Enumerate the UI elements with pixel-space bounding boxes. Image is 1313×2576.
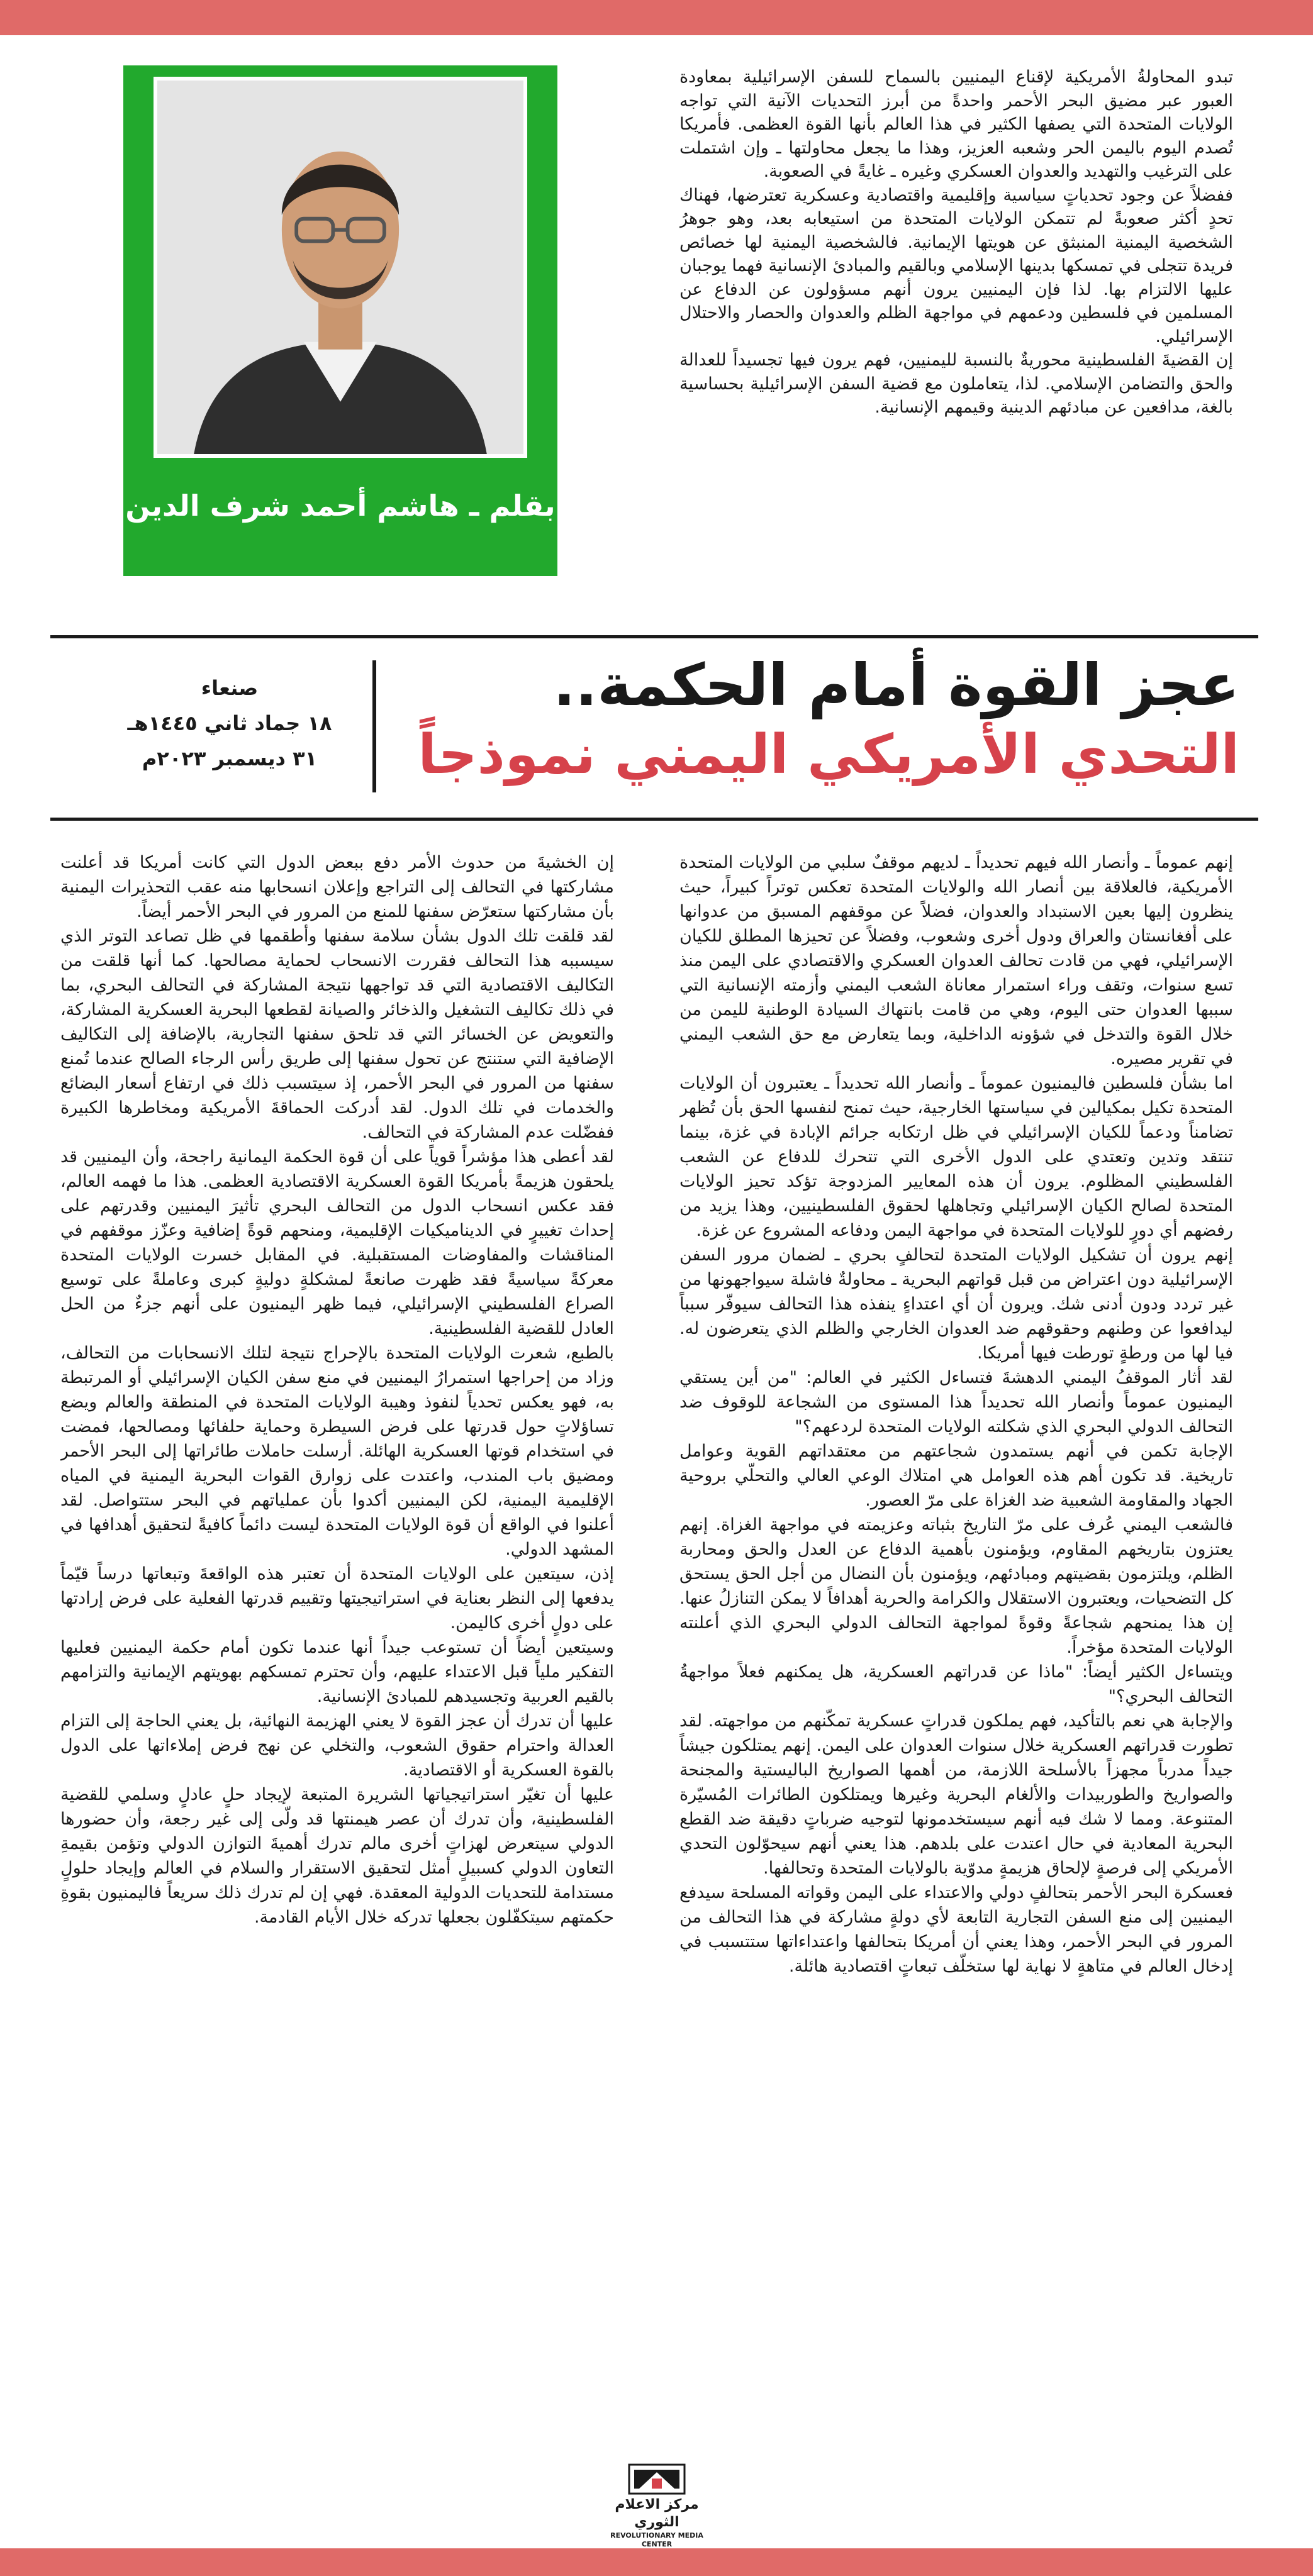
title-divider (372, 660, 376, 792)
article-paragraph: لقد أعطى هذا مؤشراً قوياً على أن قوة الحكمة اليمانية راجحة، وأن اليمنيين قد يلحقون هزيمةً بأمريكا القوة العسكرية الاقتصادية العظمى. هذا ما فهمه العالم، فقد عكس انسحاب الدول من التحالف البحري تأثيرَ اليمنيين وقدرتهم على إحداث تغييرٍ في الديناميكيات الإقليمية، ومنحهم قوةً إضافية وعزّز موقفهم في المناقشات والمفاوضات المستقبلية. في المقابل خسرت الولايات المتحدة معركةً سياسيةً فقد ظهرت صانعةً لمشكلةٍ دوليةٍ كبرى وعاملةً على توسيع الصراع الفلسطيني الإسرائيلي، فيما ظهر اليمنيون على أنهم جزءٌ من الحل العادل للقضية الفلسطينية. (60, 1147, 614, 1338)
article-paragraph: لقد أثار الموقفُ اليمني الدهشةَ فتساءل الكثير في العالم: "من أين يستقي اليمنيون عموماً وأنصار الله تحديداً هذا المستوى من الشجاعة للوقوف ضد التحالف الدولي البحري الذي شكلته الولايات المتحدة لردعهم؟" (679, 1368, 1233, 1436)
bottom-color-band (0, 2548, 1313, 2576)
top-color-band (0, 0, 1313, 35)
author-byline: بقلم ـ هاشم أحمد شرف الدين (125, 489, 556, 523)
article-paragraph: عليها أن تغيّر استراتيجياتها الشريرة المتبعة لإيجاد حلٍ عادلٍ وسلمي للقضية الفلسطينية، وأن تدرك أن عصر هيمنتها قد ولّى إلى غير رجعة، وأن حضورها الدولي سيتعرض لهزاتٍ أخرى مالم تدرك أهميةَ التوازن الدولي وتؤمن بقيمةِ التعاون الدولي كسبيلٍ أمثل لتحقيق الاستقرار والسلام في العالم وإيجاد حلولٍ مستدامة للتحديات الدولية المعقدة. فهي إن لم تدرك ذلك سريعاً فاليمنيون بقوةِ حكمتهم سيتكفّلون بجعلها تدركه خلال الأيام القادمة. (60, 1785, 614, 1927)
logo-english-line1: REVOLUTIONARY MEDIA (610, 2531, 703, 2540)
logo-arabic-name: مركز الاعلام الثوري (615, 2497, 699, 2530)
article-paragraph: إنهم يرون أن تشكيل الولايات المتحدة لتحالفٍ بحري ـ لضمان مرور السفن الإسرائيلية دون اعتراض من قبل قواتهم البحرية ـ محاولةٌ فاشلة سيواجهونها من غير تردد ودون أدنى شك. ويرون أن أي اعتداءٍ ينفذه هذا التحالف سيوفّر سبباً ليدافعوا عن وطنهم وحقوقهم ضد العدوان الخارجي والظلم الذي يتعرضون له. فيا لها من ورطةٍ تورطت فيها أمريكا. (679, 1245, 1233, 1363)
article-paragraph: عليها أن تدرك أن عجز القوة لا يعني الهزيمة النهائية، بل يعني الحاجة إلى التزام العدالة واحترام حقوق الشعوب، والتخلي عن نهج فرض إملاءاتها على الدول بالقوة العسكرية أو الاقتصادية. (60, 1711, 614, 1780)
article-column-left (60, 850, 614, 2460)
article-paragraph: اما بشأن فلسطين فاليمنيون عموماً ـ وأنصار الله تحديداً ـ يعتبرون أن الولايات المتحدة تكيل بمكيالين في سياستها الخارجية، حيث تمنح لنفسها الحق بأن تُظهر تضامناً ودعماً للكيان الإسرائيلي في ظل ارتكابه جرائم الإبادة في غزة، بينما تنتقد وتدين وتعتدي على الدول الأخرى التي تتحرك للدفاع عن الشعب الفلسطيني المظلوم. يرون أن هذه المعايير المزدوجة تؤكد تحيز الولايات المتحدة لصالح الكيان الإسرائيلي وتجاهلها لحقوق الفلسطينيين، وهذا يزيد من رفضهم أي دورٍ للولايات المتحدة في مواجهة اليمن ودفاعه المشروع عن غزة. (679, 1074, 1233, 1240)
dateline-gregorian-date: ٣١ ديسمبر ٢٠٢٣م (142, 747, 318, 770)
author-photo-box (123, 65, 557, 576)
intro-text (679, 65, 1233, 613)
article-paragraph: إذن، سيتعين على الولايات المتحدة أن تعتبر هذه الواقعةَ وتبعاتها درساً قيّماً يدفعها إلى النظر بعناية في استراتيجيتها وتقييم قدرتها الفعلية على فرض إرادتها على دولٍ أخرى كاليمن. (60, 1564, 614, 1633)
article-paragraph: ويتساءل الكثير أيضاً: "ماذا عن قدراتهم العسكرية، هل يمكنهم فعلاً مواجهةُ التحالف البحري؟" (679, 1662, 1233, 1706)
title-rule-bottom (50, 818, 1258, 821)
logo-english-line2: CENTER (641, 2540, 673, 2548)
intro-paragraph: تبدو المحاولةُ الأمريكية لإقناع اليمنيين بالسماح للسفن الإسرائيلية بمعاودة العبور عبر مضيق البحر الأحمر واحدةً من أبرز التحديات الآنية التي تواجه الولايات المتحدة التي يصفها الكثير في هذا العالم بأنها القوة العظمى. فأمريكا تُصدم اليوم باليمن الحر وشعبه العزيز، وهذا ما يجعل محاولتها ـ وإن اشتملت على الترغيب والتهديد والعدوان العسكري وغيره ـ غايةً في الصعوبة. (679, 67, 1233, 181)
article-paragraph: إنهم عموماً ـ وأنصار الله فيهم تحديداً ـ لديهم موقفٌ سلبي من الولايات المتحدة الأمريكية، فالعلاقة بين أنصار الله والولايات المتحدة تعكس توتراً كبيراً، حيث ينظرون إليها بعين الاستبداد والعدوان، فضلاً عن موقفهم المسبق من عدوانها على أفغانستان والعراق ودول أخرى وشعوب، وفضلاً عن تحيزها المطلق للكيان الإسرائيلي، فهي من قادت تحالف العدوان العسكري والاقتصادي على اليمن منذ تسع سنوات، وتقف وراء استمرار معاناة الشعب اليمني وأزمته الإنسانية التي سببها العدوان حتى اليوم، وهي من قامت بانتهاك السيادة الوطنية لليمن من خلال القوة والتدخل في شؤونه الداخلية، وبما يتعارض مع حق الشعب اليمني في تقرير مصيره. (679, 853, 1233, 1069)
article-paragraph: والإجابة هي نعم بالتأكيد، فهم يملكون قدراتٍ عسكرية تمكّنهم من مواجهته. لقد تطورت قدراتهم العسكرية خلال سنوات العدوان على اليمن. إنهم يمتلكون جيشاً جيداً مدرباً مجهزاً بالأسلحة اللازمة، من أهمها الصواريخ الباليستية والمجنحة والصواريخ والطوربيدات والألغام البحرية وغيرها ويمتلكون الطائرات المُسيّرة المتنوعة. ومما لا شك فيه أنهم سيستخدمونها لتوجيه ضرباتٍ دقيقة ضد القطع البحرية المعادية في حال اعتدت على بلدهم. هذا يعني أنهم سيحوّلون التحدي الأمريكي إلى فرصةٍ لإلحاق هزيمةٍ مدوّية بالولايات المتحدة وتحالفها. (679, 1711, 1233, 1878)
intro-paragraph: ففضلاً عن وجود تحدياتٍ سياسية وإقليمية واقتصادية وعسكرية تعترضها، فهناك تحدٍ أكثر صعوبةً لم تتمكن الولايات المتحدة من استيعابه بعد، وهو جوهرُ الشخصية اليمنية المنبثق عن هويتها الإيمانية. فالشخصية اليمنية لها خصائص فريدة تتجلى في تمسكها بدينها الإسلامي وبالقيم والمبادئ الإنسانية فهما يوجبان عليها الالتزام بها. لذا فإن اليمنيين يرون أنهم مسؤولون عن الدفاع عن المسلمين في فلسطين ودعمهم في مواجهة الظلم والعدوان والحصار والاحتلال الإسرائيلي. (679, 185, 1233, 347)
article-paragraph: وسيتعين أيضاً أن تستوعب جيداً أنها عندما تكون أمام حكمة اليمنيين فعليها التفكير ملياً قبل الاعتداء عليهم، وأن تحترم تمسكهم بهويتهم الإيمانية والتزامهم بالقيم العربية وتجسيدهم للمبادئ الإنسانية. (60, 1638, 614, 1706)
article-column-right (679, 850, 1233, 2460)
article-paragraph: فالشعب اليمني عُرف على مرّ التاريخ بثباته وعزيمته في مواجهة الغزاة. إنهم يعتزون بتاريخهم المقاوم، ويؤمنون بأهمية الدفاع عن العدل والحق ومحاربة الظلم، ويلتزمون بقضيتهم ومبادئهم، ويؤمنون بأن النضال من أجل الحق يستحق كل التضحيات، ويعتبرون الاستقلال والكرامة والحرية أهدافاً لا يمكن التنازلُ عنها. إن هذا يمنحهم شجاعةً وقوةً لمواجهة التحالف الدولي البحري الذي أعلنته الولايات المتحدة مؤخراً. (679, 1515, 1233, 1657)
media-center-logo-icon (627, 2462, 687, 2496)
article-paragraph: إن الخشيةَ من حدوث الأمر دفع ببعض الدول التي كانت أمريكا قد أعلنت مشاركتها في التحالف إلى التراجع وإعلان انسحابها منه عقب التحذيرات اليمنية بأن مشاركتها ستعرّض سفنها للمنع من المرور في البحر الأحمر أيضاً. (60, 853, 614, 921)
dateline (126, 670, 333, 776)
article-paragraph: لقد قلقت تلك الدول بشأن سلامة سفنها وأطقمها في ظل تصاعد التوتر الذي سيسببه هذا التحالف فقررت الانسحاب لحماية مصالحها. كما أنها قلقت من التكاليف الاقتصادية التي قد تواجهها نتيجة المشاركة في التحالف البحري، بما في ذلك تكاليف التشغيل والذخائر والصيانة لقطعها البحرية العسكرية المشاركة، والتعويض عن الخسائر التي قد تلحق سفنها التجارية، بالإضافة إلى التكاليف الإضافية التي ستنتج عن تحول سفنها إلى طريق رأس الرجاء الصالح عندما تُمنع سفنها من المرور في البحر الأحمر، إذ سيتسبب ذلك في ارتفاع أسعار البضائع والخدمات في تلك الدول. لقد أدركت الحماقةَ الأمريكية ومخاطرها الكبيرة ففضّلت عدم المشاركة في التحالف. (60, 926, 614, 1142)
author-portrait (154, 77, 527, 458)
article-paragraph: فعسكرة البحر الأحمر بتحالفٍ دولي والاعتداء على اليمن وقواته المسلحة سيدفع اليمنيين إلى منع السفن التجارية التابعة لأي دولةٍ مشاركة في هذا التحالف من المرور في البحر الأحمر، وهذا يعني أن أمريكا بتحالفها واعتداءاتها ستتسبب في إدخال العالم في متاهةٍ لا نهاية لها ستخلّف تبعاتٍ اقتصادية هائلة. (679, 1883, 1233, 1976)
article-paragraph: الإجابة تكمن في أنهم يستمدون شجاعتهم من معتقداتهم القوية وعوامل تاريخية. قد تكون أهم هذه العوامل هي امتلاك الوعي العالي والتحلّي بروحية الجهاد والمقاومة الشعبية ضد الغزاة على مرّ العصور. (679, 1441, 1233, 1510)
headline: عجز القوة أمام الحكمة.. (553, 652, 1239, 719)
title-rule-top (50, 635, 1258, 638)
media-center-logo (594, 2462, 720, 2547)
intro-paragraph: إن القضيةَ الفلسطينية محوريةٌ بالنسبة لليمنيين، فهم يرون فيها تجسيداً للعدالة والحق والتضامن الإسلامي. لذا، يتعاملون مع قضية السفن الإسرائيلية بحساسية بالغة، مدافعين عن مبادئهم الدينية وقيمهم الإنسانية. (679, 350, 1233, 417)
person-portrait-icon (157, 80, 523, 454)
dateline-hijri-date: ١٨ جماد ثاني ١٤٤٥هـ (127, 711, 332, 735)
subheadline: التحدي الأمريكي اليمني نموذجاً (418, 723, 1239, 786)
dateline-city: صنعاء (201, 676, 259, 700)
article-paragraph: بالطبع، شعرت الولايات المتحدة بالإحراج نتيجة لتلك الانسحابات من التحالف، وزاد من إحراجها استمرارُ اليمنيين في منع سفن الكيان الإسرائيلي أو المرتبطة به، فهو يعكس تحدياً لنفوذ وهيبة الولايات المتحدة في المنطقة والعالم ويضع تساؤلاتٍ حول قدرتها على فرض السيطرة وحماية حلفائها ومصالحها، فمضت في استخدام قوتها العسكرية الهائلة. أرسلت حاملات طائراتها إلى البحر الأحمر ومضيق باب المندب، واعتدت على زوارق القوات البحرية اليمنية في المياه الإقليمية اليمنية، لكن اليمنيين أكدوا بأن عملياتهم في البحر ستتواصل. لقد أعلنوا في الواقع أن قوة الولايات المتحدة ليست دائماً كافيةً لتحقيق أهدافها في المشهد الدولي. (60, 1343, 614, 1559)
